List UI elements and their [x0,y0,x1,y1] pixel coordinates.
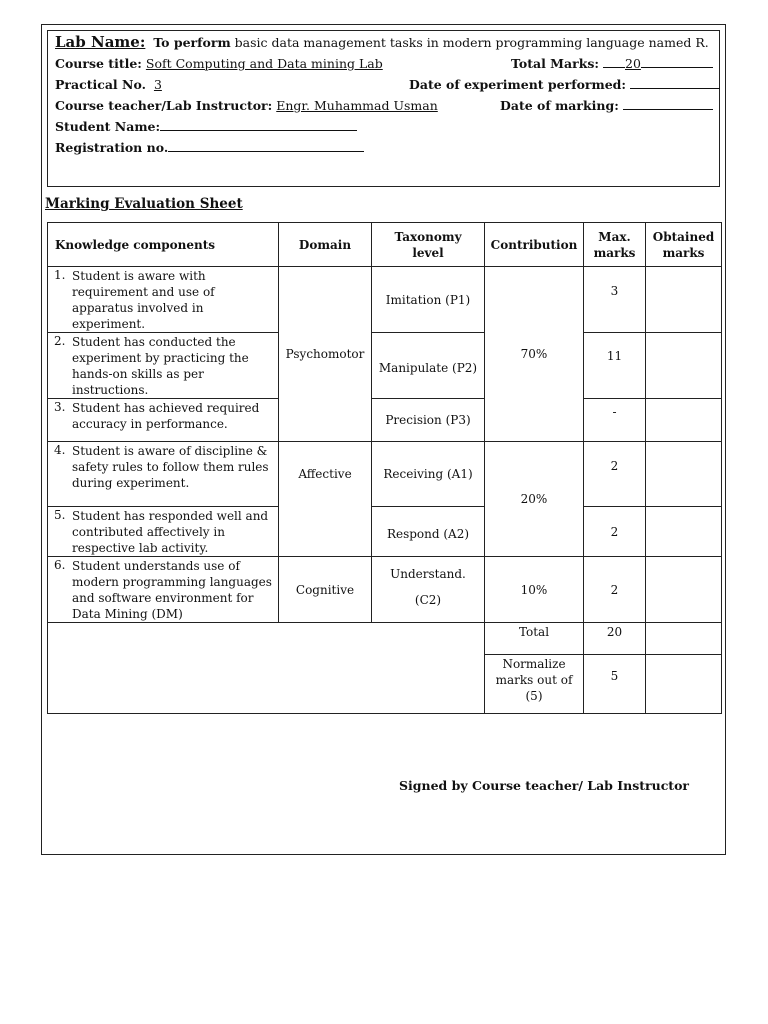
knowledge-text: Student has achieved required accuracy in performance. [72,401,260,431]
knowledge-text: Student has responded well and contributed affectively in respective lab activity. [72,509,269,555]
lab-name-line [55,33,709,51]
header-taxonomy-line1: Taxonomy [394,229,462,244]
obtained-marks-cell[interactable] [646,507,722,557]
obtained-marks-cell[interactable] [646,557,722,623]
domain-psychomotor: Psychomotor [279,267,372,442]
student-name-blank[interactable] [160,119,357,131]
course-title-value: Soft Computing and Data mining Lab [145,56,383,71]
header-max-marks [584,223,646,267]
total-row [48,623,722,655]
header-obtained-line1: Obtained [652,229,715,244]
row-number: 5. [54,508,66,522]
total-value: 20 [584,623,646,655]
knowledge-text: Student has conducted the experiment by practicing the hands-on skills as per instructions. [72,335,249,397]
header-max-line2: marks [593,245,636,260]
table-row [48,267,722,333]
taxonomy-cell: Respond (A2) [372,507,485,557]
student-name-label: Student Name: [55,119,161,134]
teacher-value: Engr. Muhammad Usman [276,98,438,113]
contribution-affective: 20% [485,442,584,557]
date-marking-line [500,98,713,113]
signed-by-label: Signed by Course teacher/ Lab Instructor [399,778,689,793]
course-title-label: Course title: [55,56,142,71]
lab-name-bold: To perform [153,35,231,50]
practical-line [55,77,166,92]
registration-label: Registration no. [55,140,169,155]
table-row [48,442,722,507]
domain-cognitive: Cognitive [279,557,372,623]
obtained-marks-cell[interactable] [646,442,722,507]
row-number: 6. [54,558,66,572]
row-number: 3. [54,400,66,414]
knowledge-text: Student is aware with requirement and use of apparatus involved in experiment. [72,269,215,331]
taxonomy-cell: Receiving (A1) [372,442,485,507]
normalize-label: Normalize marks out of (5) [485,655,584,714]
table-row [48,399,722,442]
taxonomy-cell: Manipulate (P2) [372,333,485,399]
obtained-marks-cell[interactable] [646,267,722,333]
table-row [48,557,722,623]
total-label: Total [485,623,584,655]
row-number: 4. [54,443,66,457]
header-obtained-marks [646,223,722,267]
date-performed-label: Date of experiment performed: [409,77,627,92]
registration-line [55,140,364,155]
header-obtained-line2: marks [662,245,705,260]
total-obtained-cell[interactable] [646,623,722,655]
knowledge-cell [48,507,279,557]
normalize-obtained-cell[interactable] [646,655,722,714]
total-marks-blank-left [603,56,625,68]
total-marks-value: 20 [625,56,641,71]
registration-blank[interactable] [168,140,364,152]
taxonomy-cell: Imitation (P1) [372,267,485,333]
knowledge-cell [48,399,279,442]
knowledge-cell [48,557,279,623]
lab-name-rest: basic data management tasks in modern programming language named R. [230,35,709,50]
teacher-line [55,98,438,113]
max-marks-cell: 3 [584,267,646,333]
teacher-label: Course teacher/Lab Instructor: [55,98,273,113]
table-row [48,333,722,399]
max-marks-cell: 2 [584,442,646,507]
table-header-row [48,223,722,267]
max-marks-cell: - [584,399,646,442]
header-taxonomy-line2: level [412,245,444,260]
header-max-line1: Max. [598,229,631,244]
practical-label: Practical No. [55,77,146,92]
knowledge-cell [48,442,279,507]
max-marks-cell: 11 [584,333,646,399]
taxonomy-cell [372,557,485,623]
table-row [48,507,722,557]
total-marks-label: Total Marks: [511,56,600,71]
date-marking-blank[interactable] [623,98,713,110]
header-contribution: Contribution [485,223,584,267]
knowledge-text: Student understands use of modern programming languages and software environment for Data Mining (DM) [72,559,272,621]
max-marks-cell: 2 [584,557,646,623]
knowledge-cell [48,267,279,333]
max-marks-cell: 2 [584,507,646,557]
contribution-cognitive: 10% [485,557,584,623]
row-number: 1. [54,268,66,282]
header-domain: Domain [279,223,372,267]
header-knowledge: Knowledge components [48,223,279,267]
total-marks-blank-right [641,56,713,68]
sheet-title: Marking Evaluation Sheet [45,196,243,212]
lab-name-label: Lab Name: [55,33,146,51]
header-taxonomy [372,223,485,267]
evaluation-table [47,222,722,714]
row-number: 2. [54,334,66,348]
summary-blank-cell [48,623,485,714]
date-performed-line [409,77,720,92]
obtained-marks-cell[interactable] [646,333,722,399]
date-performed-blank[interactable] [630,77,720,89]
taxonomy-line1: Understand. [390,567,466,581]
course-title-line [55,56,383,71]
obtained-marks-cell[interactable] [646,399,722,442]
taxonomy-line2: (C2) [414,593,442,607]
total-marks-line [511,56,713,71]
knowledge-text: Student is aware of discipline & safety rules to follow them rules during experiment. [72,444,269,490]
contribution-psychomotor: 70% [485,267,584,442]
student-name-line [55,119,357,134]
knowledge-cell [48,333,279,399]
normalize-value: 5 [584,655,646,714]
date-marking-label: Date of marking: [500,98,619,113]
taxonomy-cell: Precision (P3) [372,399,485,442]
domain-affective: Affective [279,442,372,557]
practical-value: 3 [153,77,162,92]
